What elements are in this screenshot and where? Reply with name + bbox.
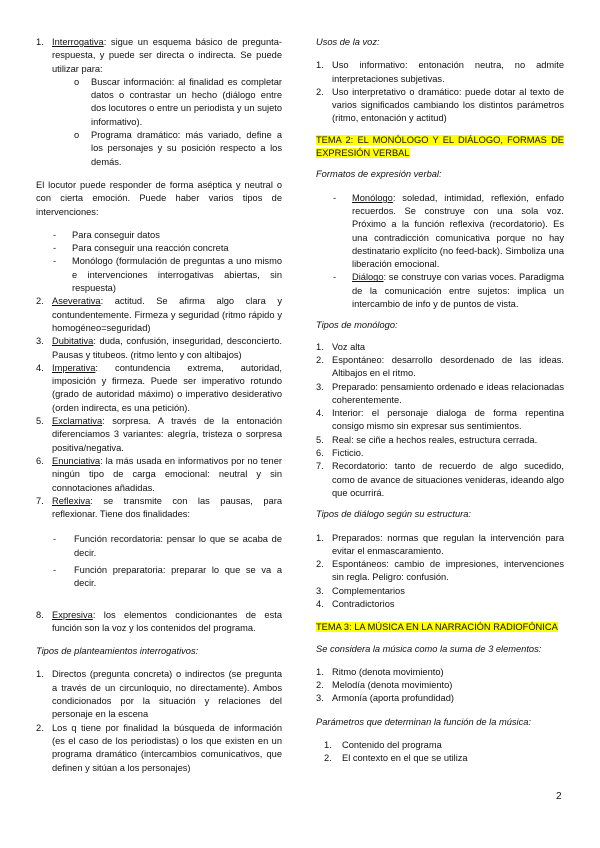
list-item: 6. Enunciativa: la más usada en informativos por no tener ningún tipo de carga emocional: neutral y sin connotaciones añadidas.	[36, 455, 282, 493]
list-item: 1. Voz alta	[316, 341, 366, 352]
list-item: 5. Real: se ciñe a hechos reales, estructura cerrada.	[316, 434, 538, 445]
term: Interrogativa	[52, 37, 104, 47]
list-item: 4. Interior: el personaje dialoga de forma repentina consigo mismo sin expresar sus sentimientos.	[316, 408, 564, 432]
list-item: 3. Dubitativa: duda, confusión, inseguridad, desconcierto. Pausas y titubeos. (ritmo lento y con altibajos)	[36, 336, 282, 360]
list-item: 4. Imperativa: contundencia extrema, autoridad, imposición y firmeza. Puede ser imperativo rotundo (grado de autoridad máximo) o imperativo desiderativo (orden indirecta, es una petición).	[36, 362, 282, 413]
list-item: - Monólogo (formulación de preguntas a uno mismo e intervenciones interrogativas abiertas, sin respuesta)	[53, 256, 282, 294]
list-item: - Para conseguir datos	[53, 229, 160, 240]
list-item: 2. Melodía (denota movimiento)	[316, 680, 453, 691]
list-item: 4. Contradictorios	[316, 598, 395, 609]
list-item: 2. Aseverativa: actitud. Se afirma algo clara y contundentemente. Firmeza y seguridad (ritmo rápido y homogéneo=seguridad)	[36, 296, 282, 333]
term: Diálogo	[352, 272, 384, 283]
section-heading: Se considera la música como la suma de 3 elementos:	[316, 643, 542, 654]
list-item: 2. Espontáneo: desarrollo desordenado de las ideas. Altibajos en el ritmo.	[316, 354, 564, 379]
list-item: 1. Ritmo (denota movimiento)	[316, 666, 444, 677]
list-item: 2. Espontáneos: cambio de impresiones, intervenciones sin regla. Peligro: confusión.	[316, 559, 564, 583]
term: Aseverativa	[52, 296, 101, 307]
term: Imperativa	[52, 362, 96, 373]
list-item-interrogativa: 1. Interrogativa: sigue un esquema básico de pregunta-respuesta, y puede ser directa o indirecta. Se puede utilizar para:	[36, 37, 282, 74]
section-heading: Parámetros que determinan la función de la música:	[316, 716, 531, 727]
left-column	[36, 36, 282, 775]
list-item: - Diálogo: se construye con varias voces. Paradigma de la comunicación entre sujetos: implica un intercambio de info y de puntos de vista.	[333, 272, 564, 310]
list-item: 1. Directos (pregunta concreta) o indirectos (se pregunta a través de un circunloquio, no directamente). Ambos condicionados por la situación y relaciones del personaje en la escena	[36, 669, 282, 720]
list-item: 1. Preparados: normas que regulan la intervención para evitar el enmascaramiento.	[316, 532, 564, 556]
list-item: 5. Exclamativa: sorpresa. A través de la entonación diferenciamos 3 variantes: alegría, tristeza o sorpresa positiva/negativa.	[36, 416, 282, 453]
right-column	[316, 36, 564, 766]
section-heading: Tipos de planteamientos interrogativos:	[36, 646, 199, 657]
section-heading: Formatos de expresión verbal:	[316, 169, 442, 180]
paragraph: El locutor puede responder de forma aséptica y neutral o con cierta emoción. Puede haber varios tipos de intervenciones:	[36, 179, 282, 217]
section-heading: Tipos de monólogo:	[316, 320, 398, 331]
list-item: 2. Los q tiene por finalidad la búsqueda de información (es el caso de los periodistas) o los que existen en un programa dramático (intercambios comunicativos, que definen y sitúan a los personajes)	[36, 722, 282, 773]
term: Expresiva	[52, 609, 93, 620]
sub-item: o Buscar información: al finalidad es completar datos o contrastar un hecho (diálogo entre dos locutores o entre un periodista y un sujeto informativo).	[74, 76, 282, 127]
list-item: - Función preparatoria: preparar lo que se va a decir.	[53, 564, 282, 589]
list-item: 8. Expresiva: los elementos condicionantes de esta función son la voz y los contenidos del programa.	[36, 609, 282, 633]
list-item: - Para conseguir una reacción concreta	[53, 243, 229, 254]
list-item: 3. Armonía (aporta profundidad)	[316, 693, 454, 704]
topic-heading: TEMA 2: EL MONÓLOGO Y EL DIÁLOGO, FORMAS DE EXPRESIÓN VERBAL	[316, 134, 564, 159]
list-item: 7. Reflexiva: se transmite con las pausas, para reflexionar. Tiene dos finalidades:	[36, 495, 282, 520]
list-item: - Monólogo: soledad, intimidad, reflexión, enfado recuerdos. Se construye con una sola voz. Próximo a la función reflexiva (recordatorio). Es una contradicción comunicativa porque no hay destinatario explícito (no feed-back). Simboliza una liberación emocional.	[333, 192, 564, 270]
list-item: 7. Recordatorio: tanto de recuerdo de algo sucedido, como de avance de situaciones venideras, ideando algo que ocurrirá.	[316, 461, 564, 498]
term: Monólogo	[352, 192, 393, 203]
section-heading: Tipos de diálogo según su estructura:	[316, 509, 471, 520]
list-item: 3. Preparado: pensamiento ordenado e ideas relacionadas coherentemente.	[316, 381, 564, 405]
list-item: 2. El contexto en el que se utiliza	[324, 753, 468, 764]
list-item: 1. Contenido del programa	[324, 740, 442, 751]
term: Reflexiva	[52, 495, 91, 506]
list-item: 1. Uso informativo: entonación neutra, no admite interpretaciones subjetivas.	[316, 60, 564, 84]
term: Dubitativa	[52, 336, 94, 347]
term: Exclamativa	[52, 416, 103, 427]
list-item: 6. Ficticio.	[316, 448, 364, 459]
list-item: 3. Complementarios	[316, 585, 405, 596]
page-number: 2	[556, 791, 562, 802]
term: Enunciativa	[52, 455, 101, 466]
topic-heading: TEMA 3: LA MÚSICA EN LA NARRACIÓN RADIOFÓNICA	[316, 622, 558, 633]
section-heading: Usos de la voz:	[316, 37, 380, 47]
list-item: 2. Uso interpretativo o dramático: puede dotar al texto de varios significados cambiando los distintos parámetros (ritmo, entonación y actitud)	[316, 86, 564, 124]
sub-item: o Programa dramático: más variado, define a los personajes y su posición respecto a los demás.	[74, 130, 282, 167]
list-item: - Función recordatoria: pensar lo que se acaba de decir.	[53, 534, 282, 558]
